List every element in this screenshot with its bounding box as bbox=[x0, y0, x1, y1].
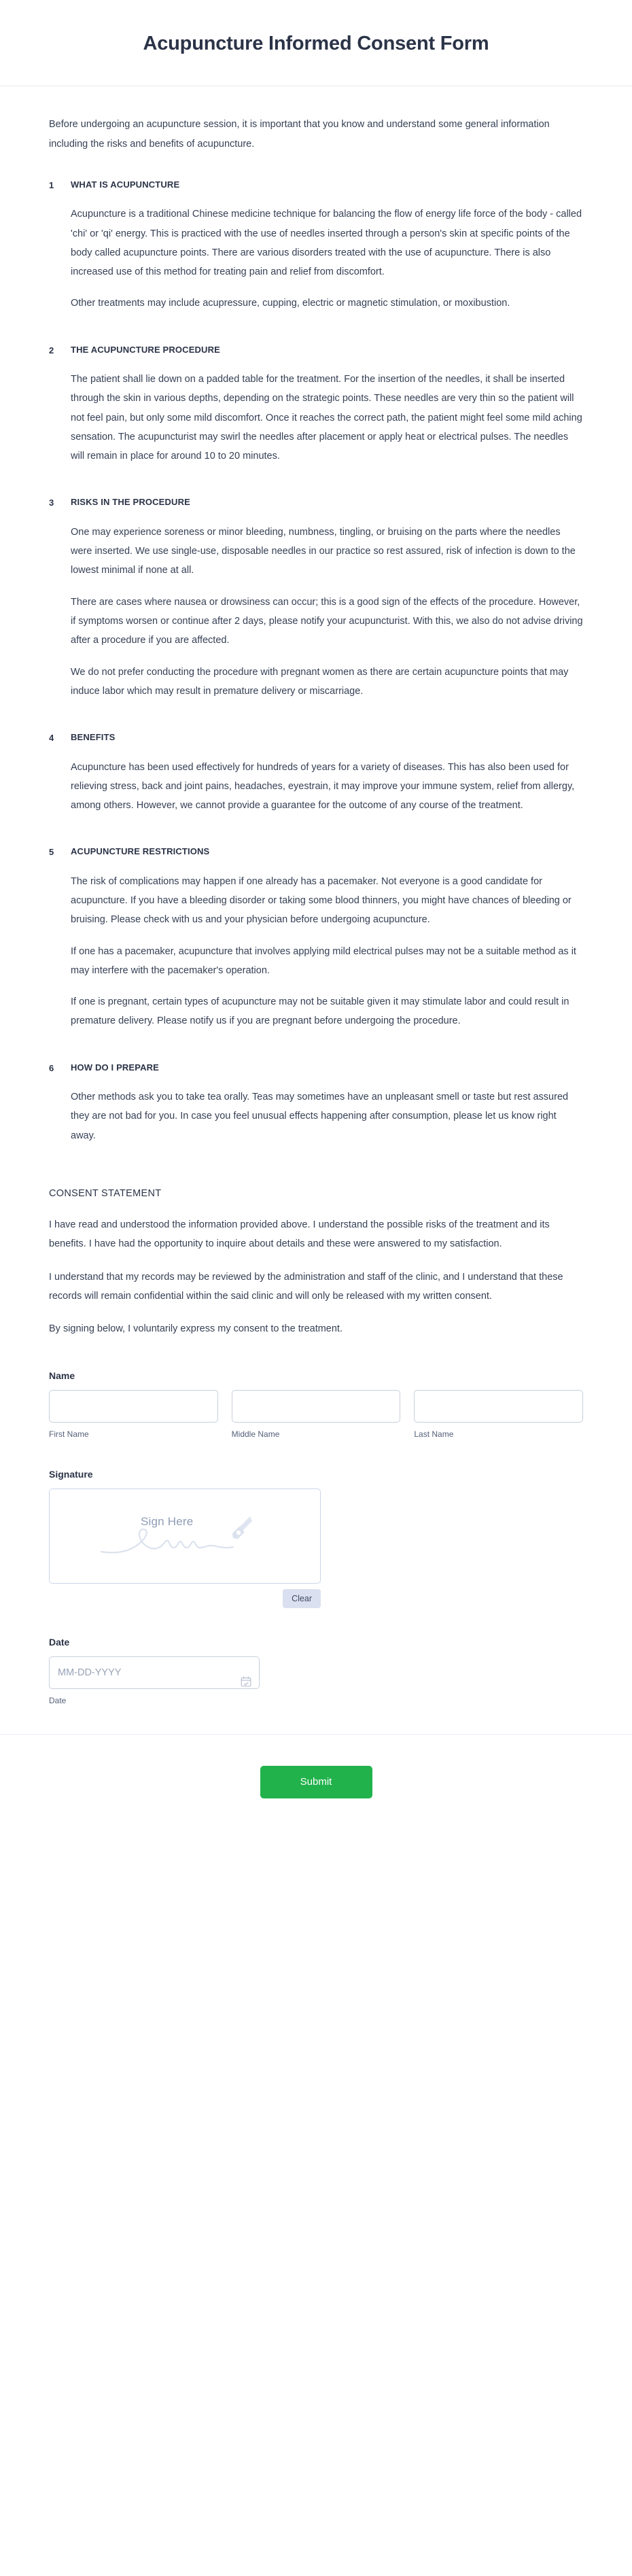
signature-field-label: Signature bbox=[49, 1468, 93, 1480]
middle-name-input[interactable] bbox=[232, 1390, 401, 1423]
section-number: 2 bbox=[49, 345, 54, 355]
section-paragraph: The risk of complications may happen if one already has a pacemaker. Not everyone is a good candidate for acupuncture. If you have a bleeding disorder or taking some blood thinners, you might have chances of bleeding or bruising. Please check with us and your physician before undergoing acupuncture. bbox=[71, 875, 572, 926]
section-body bbox=[71, 343, 583, 466]
section-paragraph: Other treatments may include acupressure, cupping, electric or magnetic stimulation, or moxibustion. bbox=[71, 298, 510, 309]
name-inputs-row bbox=[49, 1390, 583, 1440]
section-item bbox=[49, 343, 583, 466]
section-item bbox=[49, 845, 583, 1030]
intro-block bbox=[0, 86, 632, 154]
section-body bbox=[71, 1061, 583, 1145]
first-name-input[interactable] bbox=[49, 1390, 218, 1423]
date-field-label: Date bbox=[49, 1636, 70, 1648]
section-number: 5 bbox=[49, 847, 54, 858]
section-number: 6 bbox=[49, 1062, 54, 1073]
section-number: 4 bbox=[49, 733, 54, 744]
signature-wrapper bbox=[49, 1489, 321, 1608]
section-body bbox=[71, 845, 583, 1030]
clear-button-row bbox=[49, 1589, 321, 1608]
section-paragraph: The patient shall lie down on a padded table for the treatment. For the insertion of the needles, it shall be inserted through the skin in various depths, depending on the strategic points. These needles are very thin so the patient will not feel pain, but only some mild discomfort. Once it reaches the correct path, the patient might feel some mild aching sensation. The acupuncturist may swirl the needles after placement or apply heat or electrical pulses. The needles will remain in place for around 10 to 20 minutes. bbox=[71, 374, 582, 462]
last-name-sublabel: Last Name bbox=[414, 1429, 454, 1439]
signature-canvas[interactable] bbox=[49, 1489, 321, 1584]
signature-placeholder bbox=[50, 1512, 320, 1560]
section-paragraph: Acupuncture is a traditional Chinese medicine technique for balancing the flow of energy life force of the body - called 'chi' or 'qi' energy. This is practiced with the use of needles inserted through a person's skin at specific points of the body called acupuncture points. There are various disorders treated with the use of acupuncture. There is also increased use of this method for treating pain and relief from discomfort. bbox=[71, 209, 582, 278]
consent-paragraphs bbox=[49, 1215, 583, 1338]
section-item bbox=[49, 1061, 583, 1145]
first-name-sublabel: First Name bbox=[49, 1429, 89, 1439]
section-body bbox=[71, 731, 583, 815]
section-heading: RISKS IN THE PROCEDURE bbox=[71, 497, 190, 508]
consent-paragraph: I understand that my records may be reviewed by the administration and staff of the clinic, and I understand that these records will remain confidential within the said clinic and will only be released with my written consent. bbox=[49, 1271, 563, 1302]
section-heading: BENEFITS bbox=[71, 732, 116, 743]
section-number: 1 bbox=[49, 179, 54, 190]
section-number: 3 bbox=[49, 498, 54, 508]
sign-here-label: Sign Here bbox=[141, 1514, 194, 1528]
section-paragraph: Acupuncture has been used effectively for hundreds of years for a variety of diseases. This has also been used for relieving stress, back and joint pains, headaches, eyestrain, it may improve your immune system, relief from allergy, among others. However, we cannot provide a guarantee for the outcome of any course of the treatment. bbox=[71, 761, 575, 812]
intro-paragraph: Before undergoing an acupuncture session, it is important that you know and understand some general information including the risks and benefits of acupuncture. bbox=[49, 119, 550, 150]
section-body bbox=[71, 178, 583, 313]
consent-paragraph: I have read and understood the information provided above. I understand the possible risks of the treatment and its benefits. I have had the opportunity to inquire about details and these were answered to my satisfaction. bbox=[49, 1219, 550, 1250]
date-field-block bbox=[49, 1635, 583, 1707]
consent-statement-heading: CONSENT STATEMENT bbox=[49, 1188, 162, 1200]
date-sublabel: Date bbox=[49, 1695, 67, 1705]
consent-paragraph: By signing below, I voluntarily express my consent to the treatment. bbox=[49, 1323, 343, 1335]
date-input[interactable] bbox=[49, 1656, 260, 1689]
page-title: Acupuncture Informed Consent Form bbox=[143, 33, 489, 54]
form-fields bbox=[0, 1339, 632, 1707]
section-heading: ACUPUNCTURE RESTRICTIONS bbox=[71, 846, 210, 857]
signature-placeholder-inner bbox=[100, 1512, 270, 1560]
section-paragraph: Other methods ask you to take tea orally. Teas may sometimes have an unpleasant smell or taste but rest assured they are not bad for you. In case you feel unusual effects happening after consumption, please let us know right away. bbox=[71, 1092, 569, 1141]
section-body bbox=[71, 495, 583, 701]
section-paragraph: One may experience soreness or minor bleeding, numbness, tingling, or bruising on the parts where the needles were inserted. We use single-use, disposable needles in our practice so rest assured, risk of infection is down to the lowest minimal if none at all. bbox=[71, 526, 576, 576]
signature-squiggle-icon bbox=[100, 1525, 270, 1562]
consent-statement-block bbox=[0, 1175, 632, 1339]
section-item bbox=[49, 495, 583, 701]
sections-list bbox=[0, 154, 632, 1145]
last-name-input[interactable] bbox=[414, 1390, 583, 1423]
middle-name-sublabel: Middle Name bbox=[231, 1429, 280, 1439]
signature-field-block bbox=[49, 1467, 583, 1608]
clear-signature-button[interactable]: Clear bbox=[283, 1589, 321, 1608]
submit-button[interactable]: Submit bbox=[260, 1766, 372, 1798]
section-heading: HOW DO I PREPARE bbox=[71, 1062, 160, 1073]
form-footer bbox=[0, 1735, 632, 1839]
middle-name-column bbox=[232, 1390, 401, 1440]
section-paragraph: We do not prefer conducting the procedure with pregnant women as there are certain acupuncture points that may induce labor which may result in premature delivery or miscarriage. bbox=[71, 666, 569, 697]
section-paragraph: If one has a pacemaker, acupuncture that involves applying mild electrical pulses may not be a suitable method as it may interfere with the pacemaker's operation. bbox=[71, 945, 576, 976]
section-paragraph: If one is pregnant, certain types of acupuncture may not be suitable given it may stimulate labor and could result in premature delivery. Please notify us if you are pregnant before undergoing the procedure. bbox=[71, 996, 569, 1027]
last-name-column bbox=[414, 1390, 583, 1440]
section-heading: WHAT IS ACUPUNCTURE bbox=[71, 179, 180, 190]
section-item bbox=[49, 731, 583, 815]
section-item bbox=[49, 178, 583, 313]
section-heading: THE ACUPUNCTURE PROCEDURE bbox=[71, 344, 220, 355]
date-input-wrapper bbox=[49, 1656, 260, 1707]
pen-nib-icon bbox=[224, 1514, 253, 1546]
name-field-label: Name bbox=[49, 1370, 75, 1381]
name-field-block bbox=[49, 1369, 583, 1440]
form-header bbox=[0, 0, 632, 86]
first-name-column bbox=[49, 1390, 218, 1440]
section-paragraph: There are cases where nausea or drowsiness can occur; this is a good sign of the effects of the procedure. However, if symptoms worsen or continue after 2 days, please notify your acupuncturist. With this, we also do not advise driving after a procedure if you are affected. bbox=[71, 596, 583, 646]
